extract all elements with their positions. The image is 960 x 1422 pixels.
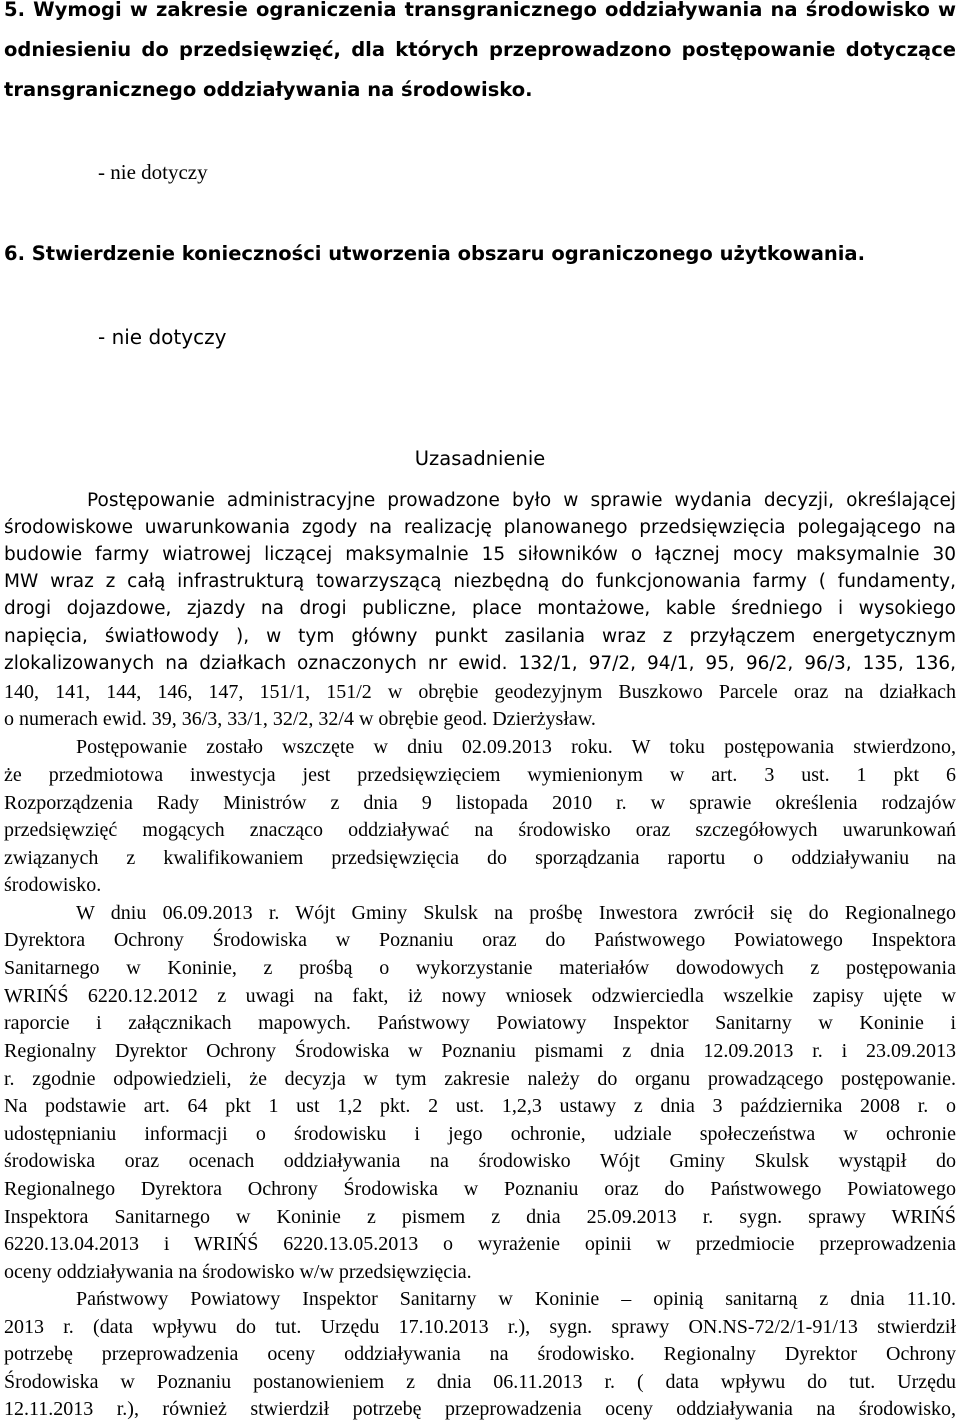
body-line-12: Rozporządzenia Rady Ministrów z dnia 9 listopada 2010 r. w sprawie określenia rodzajów	[4, 792, 956, 814]
body-line-20: raporcie i załącznikach mapowych. Państwowy Powiatowy Inspektor Sanitarny w Koninie i	[4, 1012, 956, 1034]
body-line-27: Inspektora Sanitarnego w Koninie z pismem z dnia 25.09.2013 r. sygn. sprawy WRIŃŚ	[4, 1206, 956, 1228]
body-line-34: 12.11.2013 r.), również stwierdził potrzebę przeprowadzenia oceny oddziaływania na środowisko,	[4, 1398, 956, 1420]
body-line-3: budowie farmy wiatrowej liczącej maksymalnie 15 siłowników o łącznej mocy maksymalnie 30	[4, 544, 956, 565]
body-line-15: środowisko.	[4, 874, 102, 896]
body-line-8: 140, 141, 144, 146, 147, 151/1, 151/2 w obrębie geodezyjnym Buszkowo Parcele oraz na działkach	[4, 681, 956, 703]
body-line-7: zlokalizowanych na działkach oznaczonych nr ewid. 132/1, 97/2, 94/1, 95, 96/2, 96/3, 135, 136,	[4, 653, 956, 674]
body-line-2: środowiskowe uwarunkowania zgody na realizację planowanego przedsięwzięcia polegającego na	[4, 517, 956, 538]
body-line-32: potrzebę przeprowadzenia oceny oddziaływania na środowisko. Regionalny Dyrektor Ochrony	[4, 1343, 956, 1365]
body-line-29: oceny oddziaływania na środowisko w/w przedsięwzięcia.	[4, 1261, 472, 1283]
body-line-9: o numerach ewid. 39, 36/3, 33/1, 32/2, 32/4 w obrębie geod. Dzierżysław.	[4, 708, 596, 730]
body-line-25: środowiska oraz ocenach oddziaływania na środowisko Wójt Gminy Skulsk wystąpił do	[4, 1150, 956, 1172]
justification-title: Uzasadnienie	[414, 447, 546, 470]
section-6-answer: - nie dotyczy	[98, 325, 227, 349]
body-line-22: r. zgodnie odpowiedzieli, że decyzja w tym zakresie należy do organu prowadzącego postępowanie.	[4, 1068, 956, 1090]
body-line-28: 6220.13.04.2013 i WRIŃŚ 6220.13.05.2013 o wyrażenie opinii w przedmiocie przeprowadzenia	[4, 1233, 956, 1255]
body-line-14: związanych z kwalifikowaniem przedsięwzięcia do sporządzania raportu o oddziaływaniu na	[4, 847, 956, 869]
section-5-heading-line-3: transgranicznego oddziaływania na środowisko.	[4, 78, 533, 101]
section-6-heading: 6. Stwierdzenie konieczności utworzenia obszaru ograniczonego użytkowania.	[4, 242, 865, 265]
body-line-11: że przedmiotowa inwestycja jest przedsięwzięciem wymienionym w art. 3 ust. 1 pkt 6	[4, 764, 956, 786]
body-line-5: drogi dojazdowe, zjazdy na drogi publiczne, place montażowe, kable średniego i wysokiego	[4, 598, 956, 619]
body-line-13: przedsięwzięć mogących znacząco oddziaływać na środowisko oraz szczegółowych uwarunkowań	[4, 819, 956, 841]
section-5-heading-line-1: 5. Wymogi w zakresie ograniczenia transgranicznego oddziaływania na środowisko w	[4, 0, 956, 21]
body-line-18: Sanitarnego w Koninie, z prośbą o wykorzystanie materiałów dowodowych z postępowania	[4, 957, 956, 979]
body-line-1: Postępowanie administracyjne prowadzone było w sprawie wydania decyzji, określającej	[87, 490, 956, 511]
body-line-19: WRIŃŚ 6220.12.2012 z uwagi na fakt, iż nowy wniosek odzwierciedla wszelkie zapisy ujęte w	[4, 985, 956, 1007]
section-5-answer: - nie dotyczy	[98, 160, 208, 184]
body-line-6: napięcia, światłowody ), w tym główny punkt zasilania wraz z przyłączem energetycznym	[4, 626, 956, 647]
body-line-24: udostępnianiu informacji o środowisku i jego ochronie, udziale społeczeństwa w ochronie	[4, 1123, 956, 1145]
body-line-21: Regionalny Dyrektor Ochrony Środowiska w Poznaniu pismami z dnia 12.09.2013 r. i 23.09.2013	[4, 1040, 956, 1062]
body-line-31: 2013 r. (data wpływu do tut. Urzędu 17.10.2013 r.), sygn. sprawy ON.NS-72/2/1-91/13 stwierdził	[4, 1316, 956, 1338]
body-line-33: Środowiska w Poznaniu postanowieniem z dnia 06.11.2013 r. ( data wpływu do tut. Urzędu	[4, 1371, 956, 1393]
body-line-17: Dyrektora Ochrony Środowiska w Poznaniu oraz do Państwowego Powiatowego Inspektora	[4, 929, 956, 951]
body-line-16: W dniu 06.09.2013 r. Wójt Gminy Skulsk na prośbę Inwestora zwrócił się do Regionalnego	[76, 902, 956, 924]
body-line-23: Na podstawie art. 64 pkt 1 ust 1,2 pkt. 2 ust. 1,2,3 ustawy z dnia 3 października 2008 r. o	[4, 1095, 956, 1117]
body-line-4: MW wraz z całą infrastrukturą towarzyszącą niezbędną do funkcjonowania farmy ( fundamenty,	[4, 571, 956, 592]
body-line-26: Regionalnego Dyrektora Ochrony Środowiska w Poznaniu oraz do Państwowego Powiatowego	[4, 1178, 956, 1200]
body-line-30: Państwowy Powiatowy Inspektor Sanitarny w Koninie – opinią sanitarną z dnia 11.10.	[76, 1288, 956, 1310]
section-5-heading-line-2: odniesieniu do przedsięwzięć, dla których przeprowadzono postępowanie dotyczące	[4, 38, 956, 61]
body-line-10: Postępowanie zostało wszczęte w dniu 02.09.2013 roku. W toku postępowania stwierdzono,	[76, 736, 956, 758]
